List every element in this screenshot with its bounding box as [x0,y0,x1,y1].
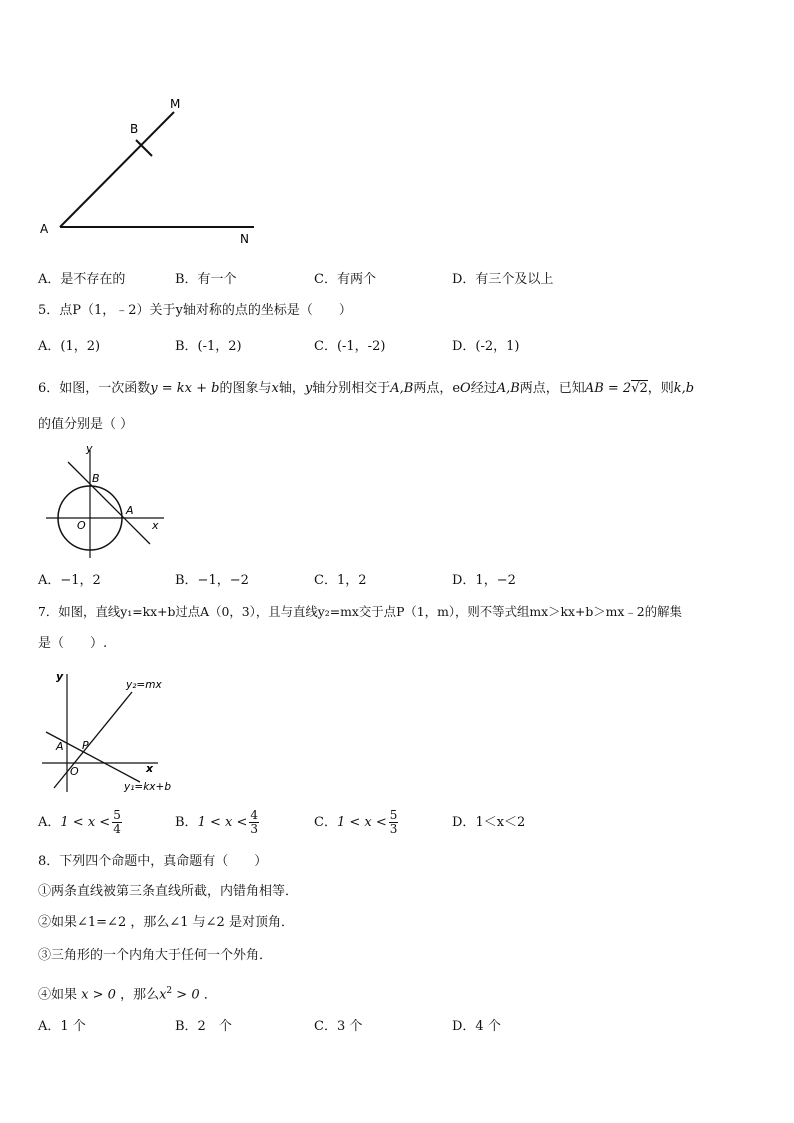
label-n: N [240,232,249,246]
q7-option-c[interactable]: C．1 < x < $\frac{5}{3}$ [314,808,398,836]
q6-stem: 6．如图，一次函数y = kx + b的图象与x轴，y轴分别相交于A,B两点，eO经过A,B两点，已知AB = 2√2，则k,b [38,381,695,396]
q4-option-b[interactable]: B．有一个 [175,272,237,287]
label-m: M [170,97,181,111]
q8-option-d[interactable]: D．4 个 [452,1019,501,1034]
q4-option-d[interactable]: D．有三个及以上 [452,272,554,287]
q7-label-p: P [82,739,89,752]
q7-label-a: A [56,740,64,753]
q7-stem: 7．如图，直线y₁=kx+b过点A（0，3），且与直线y₂=mx交于点P（1，m），则不等式组mx＞kx+b＞mx﹣2的解集 [38,604,682,619]
q7-label-y: y [56,670,64,683]
q5-option-a[interactable]: A．(1，2) [38,339,101,354]
q5-option-b[interactable]: B．(-1，2) [175,339,242,354]
q8-item-1: ①两条直线被第三条直线所截，内错角相等． [38,884,299,899]
q4-option-c[interactable]: C．有两个 [314,272,376,287]
q8-stem: 8．下列四个命题中，真命题有（ ） [38,854,268,869]
q8-item-4: ④如果 x > 0 ，那么$x^2 > 0$ ． [38,986,217,1003]
q7-label-x: x [146,762,154,775]
q6-formula: y = kx + b [150,381,220,396]
label-a: A [40,222,49,236]
q6-stem-line2: 的值分别是（ ） [38,417,134,432]
q7-option-b[interactable]: B．1 < x < $\frac{4}{3}$ [175,808,258,836]
q7-label-y2: y₂=mx [126,679,162,691]
label-b: B [130,122,139,136]
q6-label-a: A [126,504,134,517]
q6-label-y: y [86,442,93,455]
q7-stem-line2: 是（ ）. [38,636,108,651]
q7-label-o: O [70,765,79,778]
q6-label-b: B [92,472,100,485]
q7-label-y1: y₁=kx+b [124,781,171,793]
q7-option-d[interactable]: D．1＜x＜2 [452,815,526,830]
q7-option-a[interactable]: A．1 < x < $\frac{5}{4}$ [38,808,121,836]
q6-label-o: O [77,519,86,532]
q6-option-d[interactable]: D．1，−2 [452,573,516,588]
q7-figure [36,666,196,796]
q5-stem: 5．点P（1，﹣2）关于y轴对称的点的坐标是（ ） [38,303,352,318]
angle-figure [30,90,270,250]
q8-item-2: ②如果∠1=∠2 ，那么∠1 与∠2 是对顶角． [38,915,294,930]
q8-option-b[interactable]: B．2 个 [175,1019,232,1034]
q5-option-c[interactable]: C．(-1，-2) [314,339,386,354]
q6-figure [40,440,170,562]
q8-item-3: ③三角形的一个内角大于任何一个外角． [38,948,273,963]
q6-option-b[interactable]: B．−1，−2 [175,573,249,588]
q8-option-c[interactable]: C．3 个 [314,1019,363,1034]
q6-option-a[interactable]: A．−1，2 [38,573,101,588]
q6-option-c[interactable]: C．1，2 [314,573,367,588]
q8-option-a[interactable]: A．1 个 [38,1019,86,1034]
q5-option-d[interactable]: D．(-2，1) [452,339,520,354]
q6-label-x: x [152,519,159,532]
q4-option-a[interactable]: A．是不存在的 [38,272,126,287]
